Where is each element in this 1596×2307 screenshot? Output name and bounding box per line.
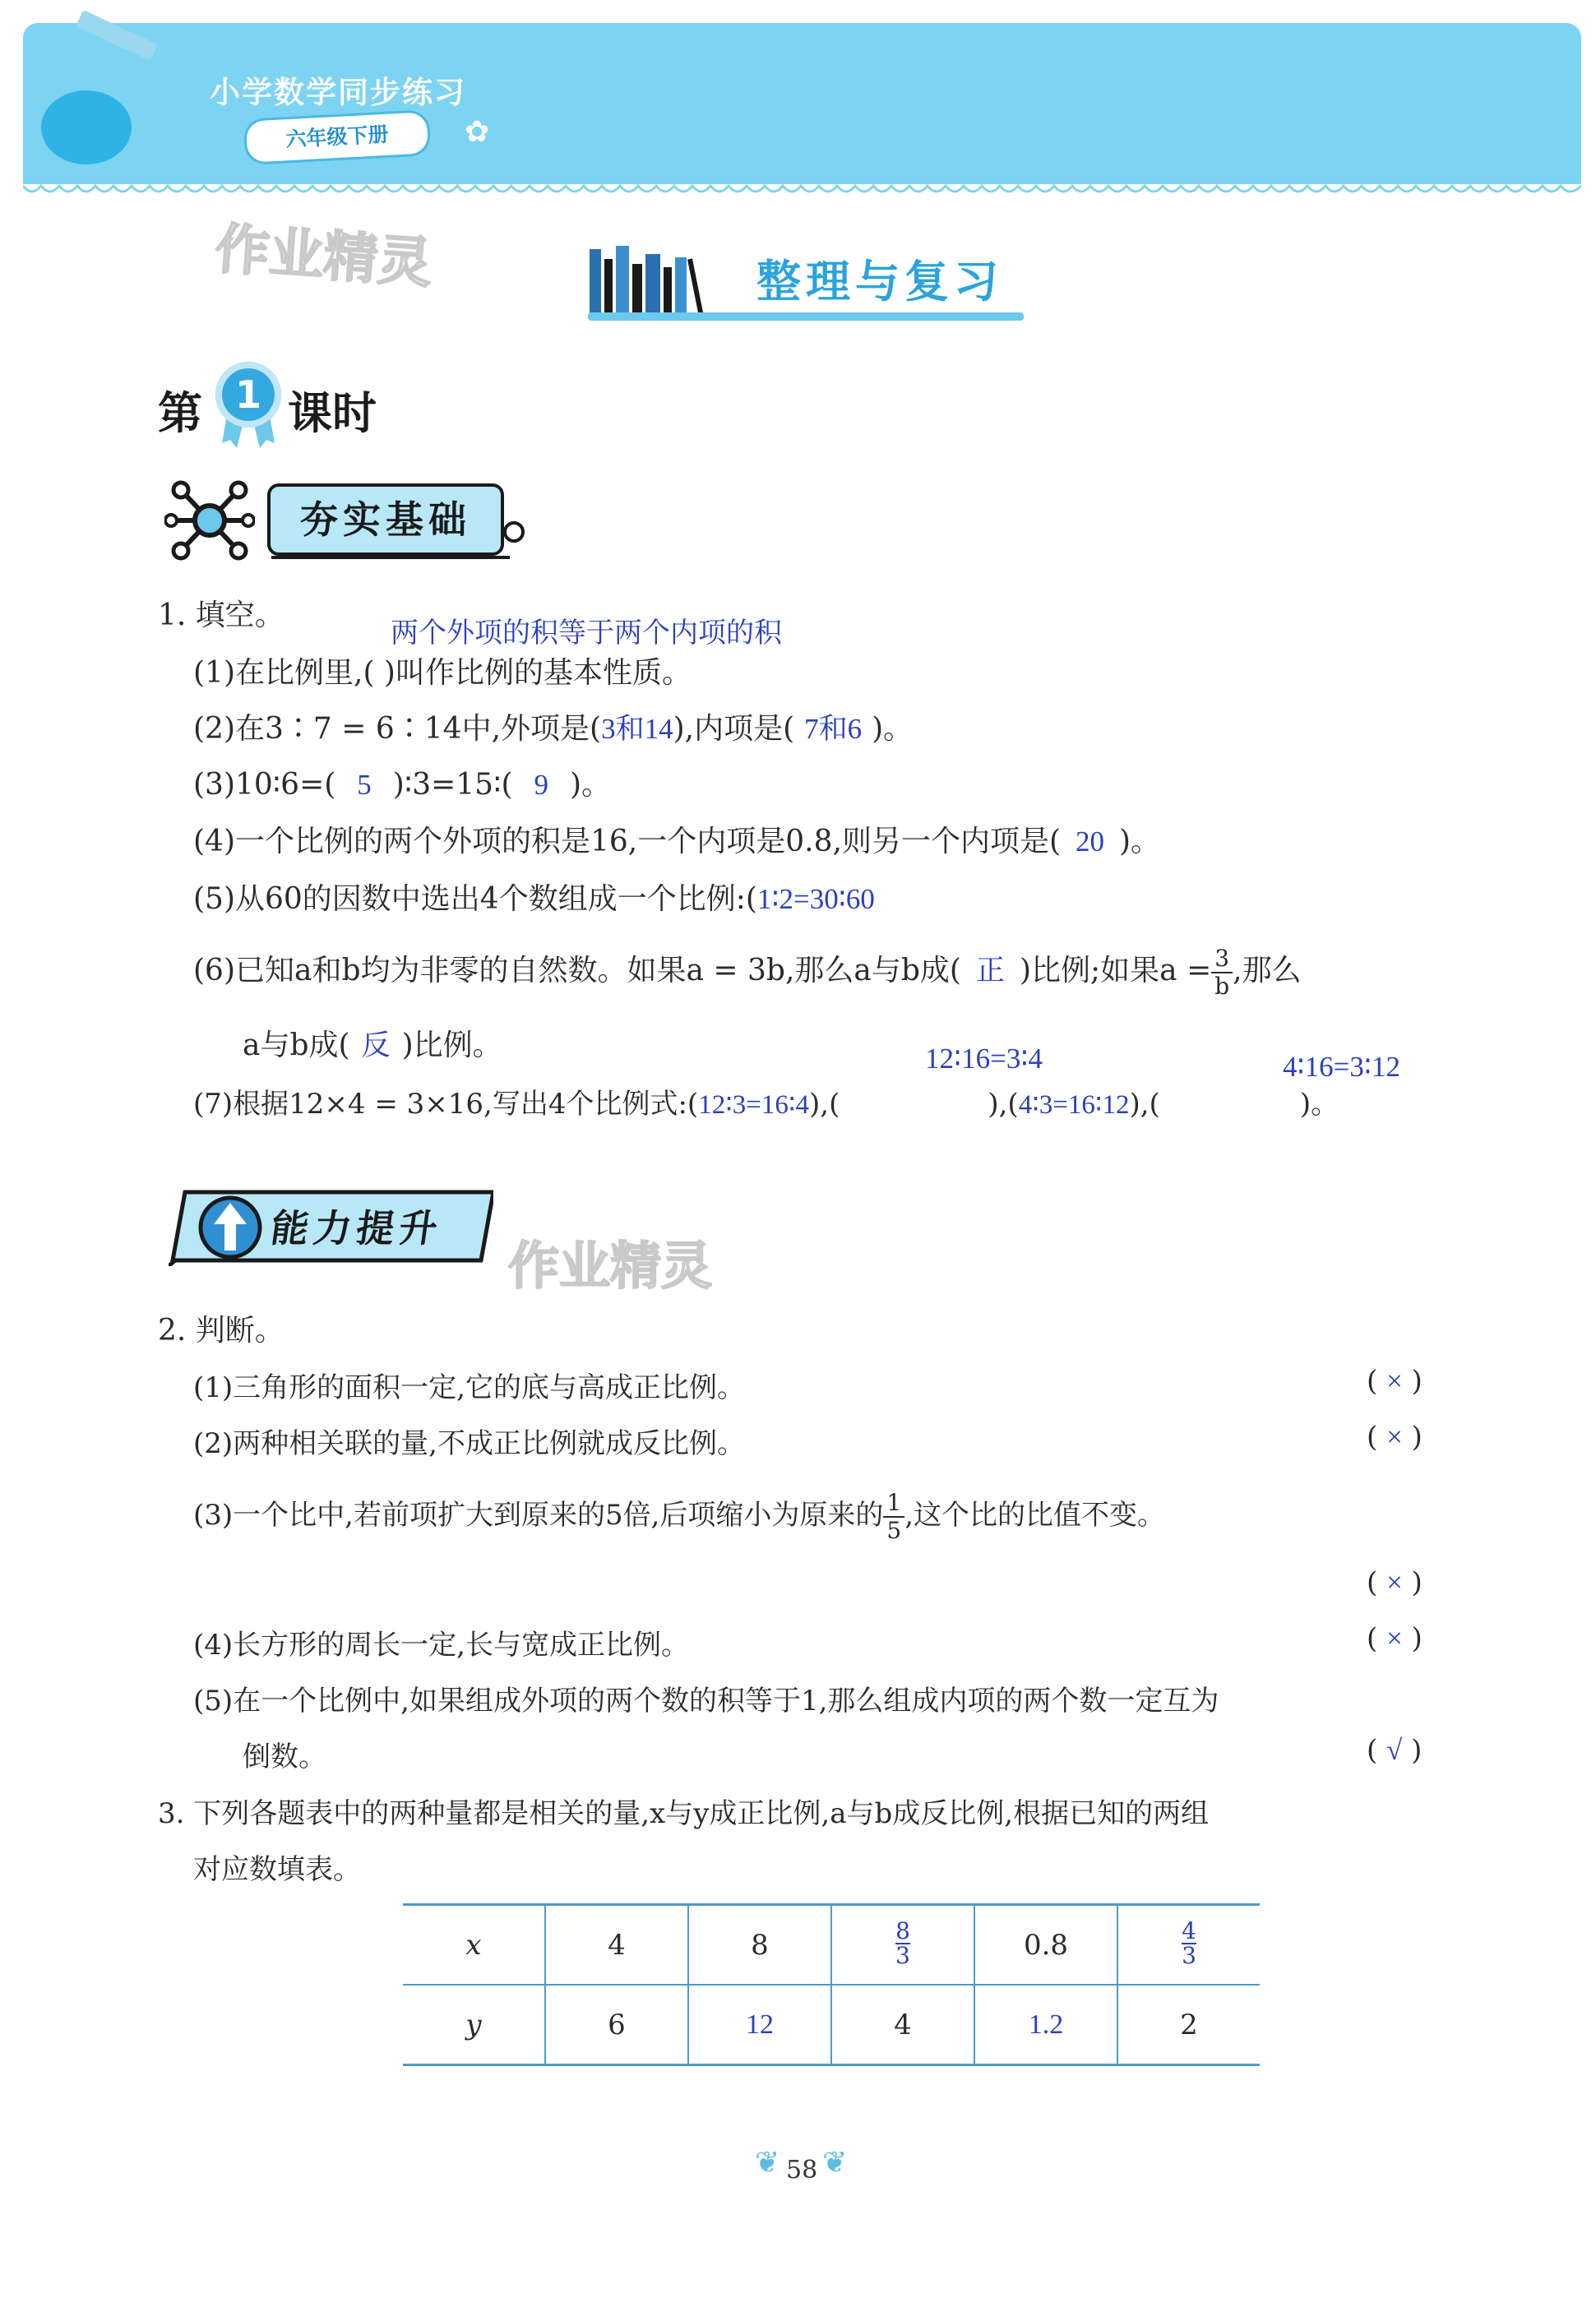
table-cell: 2 bbox=[1117, 1985, 1260, 2065]
q2-stem: 2. 判断。 bbox=[158, 1314, 285, 1348]
q3-stem: 3. 下列各题表中的两种量都是相关的量,x与y成正比例,a与b成反比例,根据已知的两组 bbox=[158, 1797, 1210, 1830]
q1-6-text-mid: )比例;如果a = bbox=[1019, 954, 1212, 987]
table-row bbox=[403, 1905, 1260, 1986]
q1-item-5 bbox=[193, 876, 875, 918]
q1-4-text: (4)一个比例的两个外项的积是16,一个内项是0.8,则另一个内项是( bbox=[193, 825, 1061, 858]
q1-2-text-mid: ),内项是( bbox=[673, 712, 795, 746]
q1-item-4 bbox=[193, 818, 1160, 860]
q1-7-sep-1: ),( bbox=[809, 1088, 840, 1121]
q1-item-2 bbox=[193, 705, 913, 747]
q1-6b-text-post: )比例。 bbox=[401, 1029, 502, 1062]
q1-6-text: (6)已知a和b均为非零的自然数。如果a = 3b,那么a与b成( bbox=[193, 954, 961, 987]
q1-stem: 1. 填空。 bbox=[158, 599, 285, 632]
q1-7-sep-2: ),( bbox=[988, 1088, 1019, 1121]
q1-3-text-post: )。 bbox=[570, 768, 612, 802]
section-dot bbox=[503, 521, 525, 543]
section-underline bbox=[271, 556, 510, 559]
lesson-number-badge: 1 bbox=[215, 362, 281, 428]
q2-item-4: (4)长方形的周长一定,长与宽成正比例。 bbox=[193, 1629, 689, 1662]
q1-4-text-post: )。 bbox=[1119, 825, 1161, 858]
q1-6-fraction: $\frac{3}{b}$ bbox=[1211, 945, 1233, 1000]
laurel-left-icon: ❦ bbox=[755, 2146, 780, 2180]
q2-5-answer: ( √ ) bbox=[1367, 1734, 1423, 1767]
q1-3-answer-2: 9 bbox=[534, 769, 549, 801]
lesson-prefix: 第 bbox=[158, 387, 202, 439]
q1-2-text: (2)在3∶7 = 6∶14中,外项是( bbox=[193, 712, 602, 746]
grade-badge: 六年级下册 bbox=[246, 112, 428, 162]
q1-item-6b bbox=[243, 1022, 502, 1064]
q1-2-answer-outer: 3和14 bbox=[601, 713, 673, 745]
q1-7-answer-4: 4∶16=3∶12 bbox=[1283, 1051, 1400, 1083]
fill-table bbox=[403, 1903, 1260, 2066]
section-banner-advanced: 能力提升 bbox=[267, 1206, 446, 1251]
watermark: 作业精灵 bbox=[508, 1236, 713, 1296]
molecule-icon bbox=[164, 475, 255, 566]
table-cell: 6 bbox=[545, 1985, 688, 2065]
q2-1-answer: ( × ) bbox=[1367, 1365, 1423, 1398]
q1-1-handwritten-answer: 两个外项的积等于两个内项的积 bbox=[391, 618, 782, 649]
q1-6-answer-2: 反 bbox=[361, 1029, 391, 1061]
butterfly-icon: ✿ bbox=[465, 115, 490, 149]
q1-6-text-post: ,那么 bbox=[1233, 954, 1302, 987]
q1-5-answer: 1∶2=30∶60 bbox=[756, 883, 875, 915]
q1-7-answer-1: 12∶3=16∶4 bbox=[698, 1090, 809, 1120]
q1-2-text-post: )。 bbox=[872, 712, 914, 746]
lesson-suffix: 课时 bbox=[288, 387, 377, 439]
series-title: 小学数学同步练习 bbox=[210, 75, 466, 110]
chapter-title: 整理与复习 bbox=[756, 256, 1003, 307]
q1-item-1: (1)在比例里,( )叫作比例的基本性质。 bbox=[193, 656, 692, 690]
table-cell-answer: 12 bbox=[688, 1985, 831, 2065]
q1-item-3 bbox=[193, 761, 611, 803]
q2-item-5: (5)在一个比例中,如果组成外项的两个数的积等于1,那么组成内项的两个数一定互为 bbox=[193, 1685, 1219, 1718]
chapter-underline bbox=[588, 312, 1024, 321]
section-banner-basic: 夯实基础 bbox=[267, 483, 504, 556]
table-cell: 8 bbox=[688, 1905, 831, 1986]
table-header-x: x bbox=[403, 1905, 545, 1986]
laurel-right-icon: ❦ bbox=[822, 2146, 848, 2180]
q2-2-answer: ( × ) bbox=[1367, 1421, 1423, 1454]
table-header-y: y bbox=[403, 1985, 545, 2065]
table-row bbox=[403, 1985, 1260, 2065]
q1-7-text-post: )。 bbox=[1299, 1088, 1339, 1121]
table-cell: 4 bbox=[831, 1985, 974, 2065]
page-number: 58 bbox=[786, 2156, 818, 2184]
q1-3-text: (3)10∶6=( bbox=[193, 768, 336, 802]
watermark: 作业精灵 bbox=[213, 216, 434, 296]
q3-stem-cont: 对应数填表。 bbox=[193, 1853, 361, 1886]
q1-7-answer-3: 4∶3=16∶12 bbox=[1018, 1090, 1130, 1120]
q2-3-fraction: $\frac{1}{5}$ bbox=[883, 1490, 904, 1544]
q1-item-6 bbox=[193, 945, 1302, 1000]
table-cell-answer: 1.2 bbox=[974, 1985, 1117, 2065]
q2-item-5-cont: 倒数。 bbox=[243, 1741, 326, 1773]
q2-4-answer: ( × ) bbox=[1367, 1622, 1423, 1655]
q1-6-answer-1: 正 bbox=[975, 955, 1005, 987]
q1-2-answer-inner: 7和6 bbox=[804, 713, 863, 745]
table-cell: 4 bbox=[545, 1905, 688, 1986]
q1-item-7 bbox=[193, 1081, 1339, 1121]
apple-mascot-icon bbox=[41, 90, 132, 164]
q1-3-text-mid: )∶3=15∶( bbox=[392, 768, 513, 802]
table-cell-answer: $\frac{8}{3}$ bbox=[831, 1905, 974, 1986]
q1-5-text: (5)从60的因数中选出4个数组成一个比例:( bbox=[193, 882, 757, 916]
q2-item-1: (1)三角形的面积一定,它的底与高成正比例。 bbox=[193, 1371, 745, 1404]
q1-6b-text: a与b成( bbox=[243, 1029, 350, 1062]
table-cell-answer: $\frac{4}{3}$ bbox=[1117, 1905, 1260, 1986]
q2-item-2: (2)两种相关联的量,不成正比例就成反比例。 bbox=[193, 1427, 745, 1460]
q1-7-sep-3: ),( bbox=[1129, 1088, 1160, 1121]
q2-3-answer: ( × ) bbox=[1367, 1566, 1423, 1599]
q2-item-3: (3)一个比中,若前项扩大到原来的5倍,后项缩小为原来的 $\frac{1}{5}$ ,这个比的比值不变。 bbox=[193, 1489, 1166, 1544]
q1-4-answer: 20 bbox=[1076, 825, 1104, 858]
q1-7-text: (7)根据12×4 = 3×16,写出4个比例式:( bbox=[193, 1088, 699, 1121]
q1-3-answer-1: 5 bbox=[357, 769, 372, 801]
q1-7-answer-2: 12∶16=3∶4 bbox=[925, 1043, 1043, 1075]
table-cell: 0.8 bbox=[974, 1905, 1117, 1986]
header-scallop-border bbox=[23, 174, 1581, 199]
